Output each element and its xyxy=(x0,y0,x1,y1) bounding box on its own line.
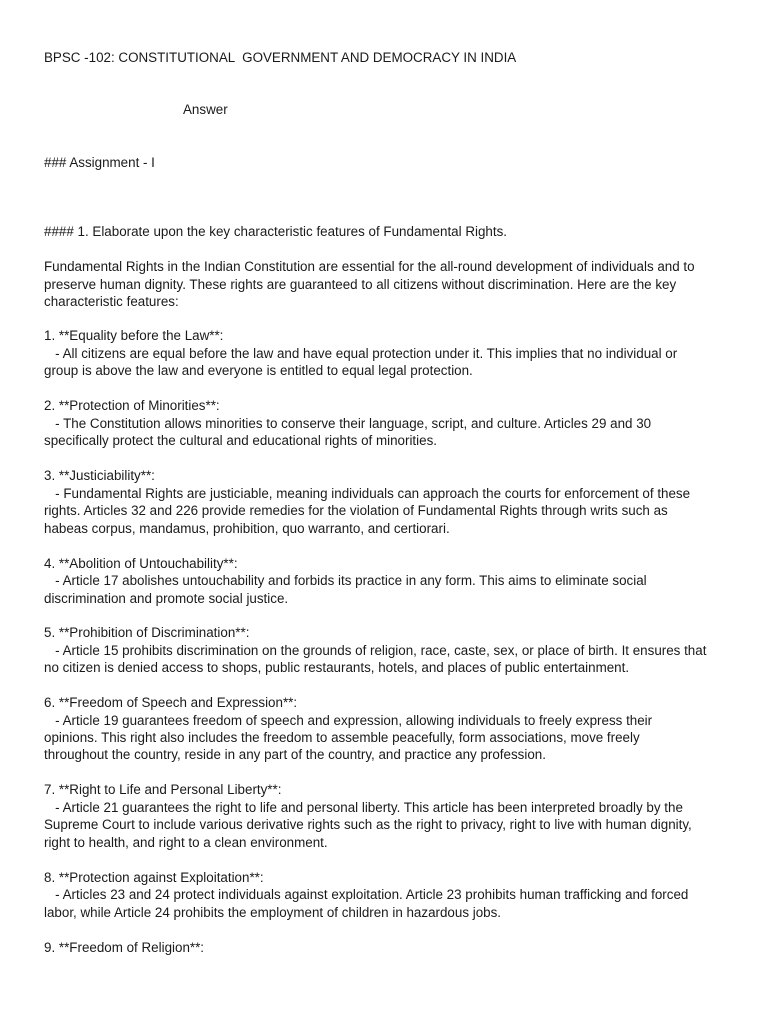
assignment-heading: ### Assignment - I xyxy=(44,155,155,170)
item-text: opinions. This right also includes the freedom to assemble peacefully, form associations, move freely xyxy=(44,730,640,745)
question-heading: #### 1. Elaborate upon the key characteristic features of Fundamental Rights. xyxy=(44,224,507,239)
item-text: - Article 19 guarantees freedom of speech and expression, allowing individuals to freely express their xyxy=(44,713,653,728)
intro-line: preserve human dignity. These rights are guaranteed to all citizens without discrimination. Here are the key xyxy=(44,277,677,292)
item-text: Supreme Court to include various derivative rights such as the right to privacy, right to live with human dignity, xyxy=(44,817,692,832)
item-heading: 7. **Right to Life and Personal Liberty**: xyxy=(44,782,282,797)
item-text: group is above the law and everyone is entitled to equal legal protection. xyxy=(44,363,473,378)
item-heading: 8. **Protection against Exploitation**: xyxy=(44,870,264,885)
item-text: throughout the country, reside in any part of the country, and practice any profession. xyxy=(44,747,546,762)
item-text: - Article 21 guarantees the right to life and personal liberty. This article has been interpreted broadly by the xyxy=(44,800,683,815)
item-text: - Article 17 abolishes untouchability and forbids its practice in any form. This aims to eliminate social xyxy=(44,573,647,588)
item-text: - Articles 23 and 24 protect individuals against exploitation. Article 23 prohibits human trafficking and forced xyxy=(44,887,689,902)
item-heading: 4. **Abolition of Untouchability**: xyxy=(44,556,238,571)
answer-label: Answer xyxy=(183,102,228,117)
item-text: - Fundamental Rights are justiciable, meaning individuals can approach the courts for enforcement of these xyxy=(44,486,691,501)
item-text: specifically protect the cultural and educational rights of minorities. xyxy=(44,433,437,448)
item-heading: 6. **Freedom of Speech and Expression**: xyxy=(44,695,298,710)
item-heading: 3. **Justiciability**: xyxy=(44,468,155,483)
item-text: habeas corpus, mandamus, prohibition, quo warranto, and certiorari. xyxy=(44,521,450,536)
item-heading: 2. **Protection of Minorities**: xyxy=(44,398,220,413)
document-title: BPSC -102: CONSTITUTIONAL GOVERNMENT AND DEMOCRACY IN INDIA xyxy=(44,50,517,65)
intro-line: characteristic features: xyxy=(44,294,179,309)
item-text: - All citizens are equal before the law and have equal protection under it. This implies that no individual or xyxy=(44,346,678,361)
item-heading: 5. **Prohibition of Discrimination**: xyxy=(44,625,250,640)
item-text: - The Constitution allows minorities to conserve their language, script, and culture. Articles 29 and 30 xyxy=(44,416,652,431)
item-text: right to health, and right to a clean environment. xyxy=(44,835,328,850)
item-text: - Article 15 prohibits discrimination on the grounds of religion, race, caste, sex, or place of birth. It ensures that xyxy=(44,643,707,658)
item-text: rights. Articles 32 and 226 provide remedies for the violation of Fundamental Rights through writs such as xyxy=(44,503,668,518)
item-text: labor, while Article 24 prohibits the employment of children in hazardous jobs. xyxy=(44,905,502,920)
intro-line: Fundamental Rights in the Indian Constitution are essential for the all-round development of individuals and to xyxy=(44,259,695,274)
item-text: discrimination and promote social justice. xyxy=(44,591,289,606)
item-text: no citizen is denied access to shops, public restaurants, hotels, and places of public entertainment. xyxy=(44,660,630,675)
item-heading: 1. **Equality before the Law**: xyxy=(44,328,224,343)
item-heading: 9. **Freedom of Religion**: xyxy=(44,940,205,955)
